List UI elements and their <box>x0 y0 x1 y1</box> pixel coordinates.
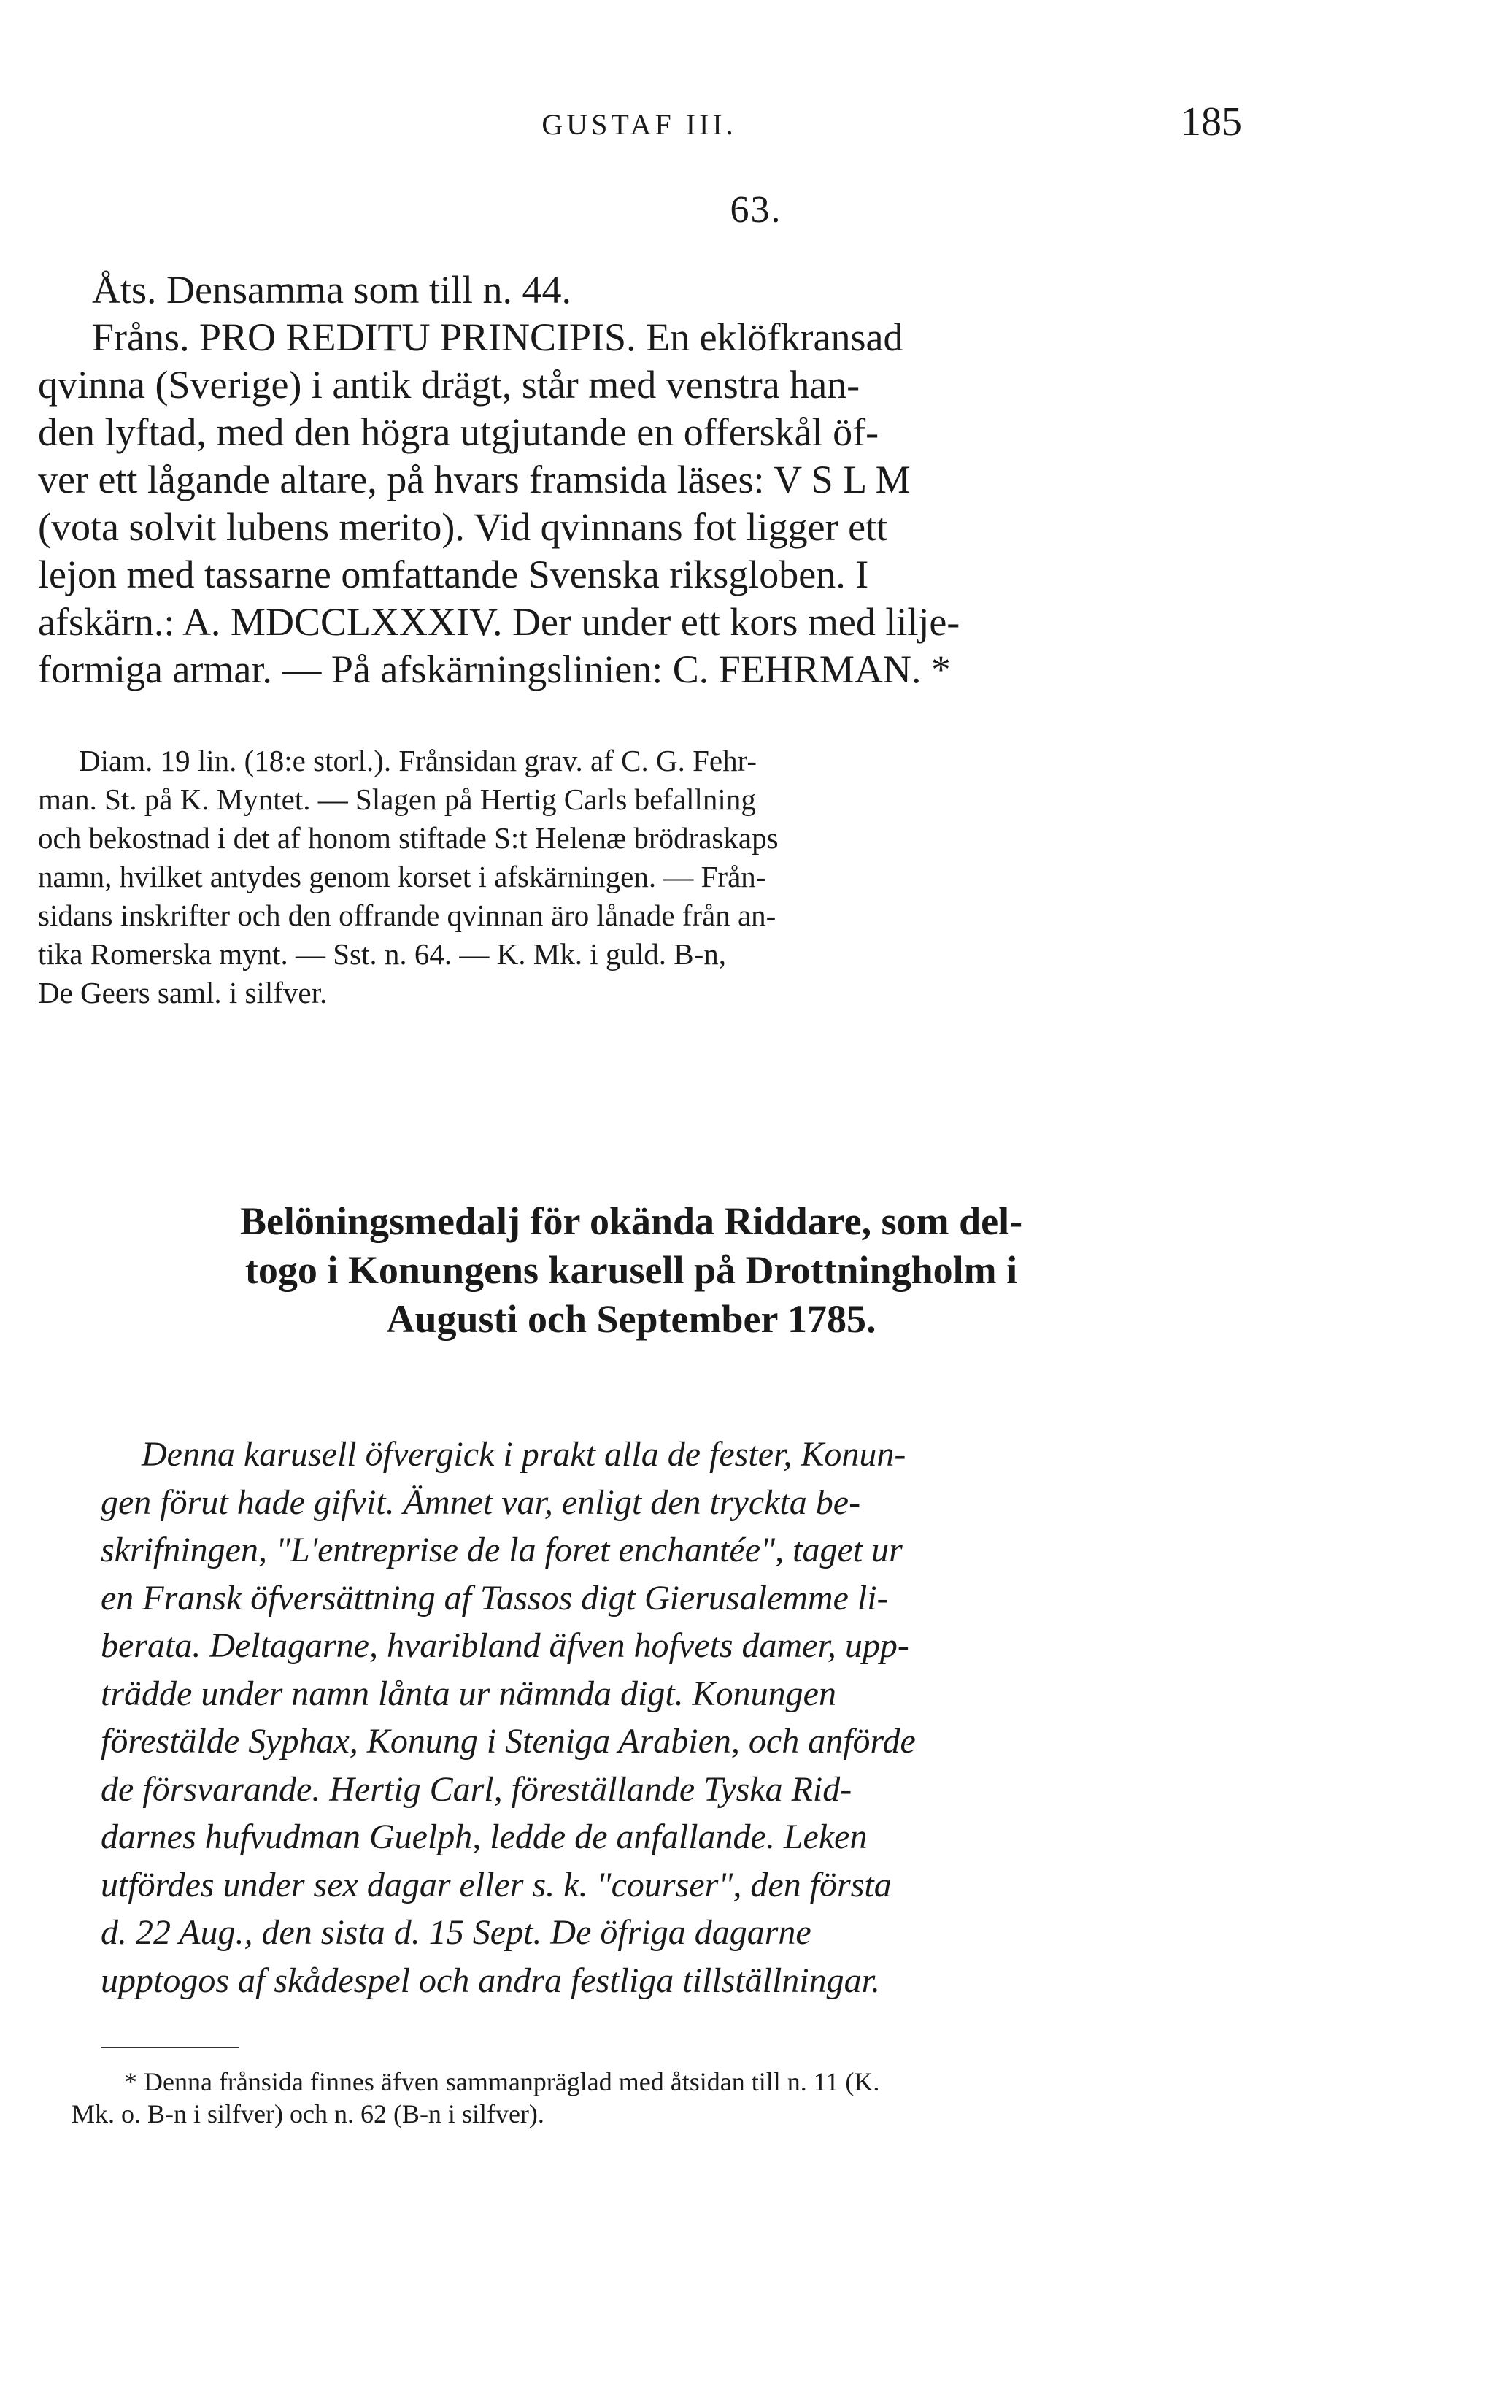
italic-line: gen förut hade gifvit. Ämnet var, enligt den tryckta be- <box>101 1482 861 1522</box>
note-line: tika Romerska mynt. — Sst. n. 64. — K. Mk. i guld. B-n, <box>38 937 726 971</box>
italic-line: upptogos af skådespel och andra festliga tillställningar. <box>101 1961 880 2000</box>
italic-line: förestälde Syphax, Konung i Steniga Arabien, och anförde <box>101 1722 916 1761</box>
medal-notes <box>38 742 1242 1012</box>
body-line: den lyftad, med den högra utgjutande en offerskål öf- <box>38 410 879 454</box>
italic-line: skrifningen, "L'entreprise de la foret enchantée", taget ur <box>101 1531 903 1569</box>
medal-description <box>38 266 1242 693</box>
body-line: lejon med tassarne omfattande Svenska riksgloben. I <box>38 553 869 596</box>
body-line: (vota solvit lubens merito). Vid qvinnans fot ligger ett <box>38 505 888 549</box>
note-line: sidans inskrifter och den offrande qvinnan äro lånade från an- <box>38 899 776 932</box>
note-line: man. St. på K. Myntet. — Slagen på Hertig Carls befallning <box>38 782 756 816</box>
body-line: ver ett lågande altare, på hvars framsida läses: V S L M <box>38 458 911 501</box>
body-line: Fråns. PRO REDITU PRINCIPIS. En eklöfkransad <box>92 315 903 359</box>
footnote <box>44 2066 1248 2130</box>
heading-line: Belöningsmedalj för okända Riddare, som del- <box>239 1199 1023 1243</box>
heading-line: togo i Konungens karusell på Drottningholm i <box>244 1248 1018 1292</box>
running-head <box>36 99 1242 150</box>
footnote-rule <box>101 2047 239 2048</box>
section-heading <box>73 1197 1189 1344</box>
note-line: Diam. 19 lin. (18:e storl.). Frånsidan grav. af C. G. Fehr- <box>79 744 757 777</box>
italic-line: d. 22 Aug., den sista d. 15 Sept. De öfriga dagarne <box>101 1913 811 1952</box>
footnote-line: Mk. o. B-n i silfver) och n. 62 (B-n i silfver). <box>72 2099 544 2128</box>
carousel-description <box>101 1431 1210 2004</box>
note-line: namn, hvilket antydes genom korset i afskärningen. — Från- <box>38 860 766 893</box>
italic-line: darnes hufvudman Guelph, ledde de anfallande. Leken <box>101 1817 868 1856</box>
body-line: afskärn.: A. MDCCLXXXIV. Der under ett kors med lilje- <box>38 600 960 644</box>
body-line: qvinna (Sverige) i antik drägt, står med venstra han- <box>38 363 860 407</box>
italic-line: berata. Deltagarne, hvaribland äfven hofvets damer, upp- <box>101 1626 909 1665</box>
body-line: formiga armar. — På afskärningslinien: C. FEHRMAN. * <box>38 647 951 691</box>
footnote-line: * Denna frånsida finnes äfven sammanpräglad med åtsidan till n. 11 (K. <box>124 2067 880 2096</box>
running-head-title: GUSTAF III. <box>541 108 737 141</box>
heading-line: Augusti och September 1785. <box>386 1297 876 1341</box>
note-line: och bekostnad i det af honom stiftade S:t Helenæ brödraskaps <box>38 821 779 855</box>
entry-number: 63. <box>730 189 782 231</box>
italic-line: de försvarande. Hertig Carl, föreställande Tyska Rid- <box>101 1769 852 1809</box>
italic-line: utfördes under sex dagar eller s. k. "courser", den första <box>101 1865 892 1904</box>
page-number: 185 <box>1181 99 1242 145</box>
body-line: Åts. Densamma som till n. 44. <box>92 268 571 312</box>
italic-line: en Fransk öfversättning af Tassos digt Gierusalemme li- <box>101 1578 889 1617</box>
italic-line: trädde under namn lånta ur nämnda digt. Konungen <box>101 1674 836 1713</box>
note-line: De Geers saml. i silfver. <box>38 976 328 1009</box>
italic-line: Denna karusell öfvergick i prakt alla de fester, Konun- <box>142 1435 906 1474</box>
